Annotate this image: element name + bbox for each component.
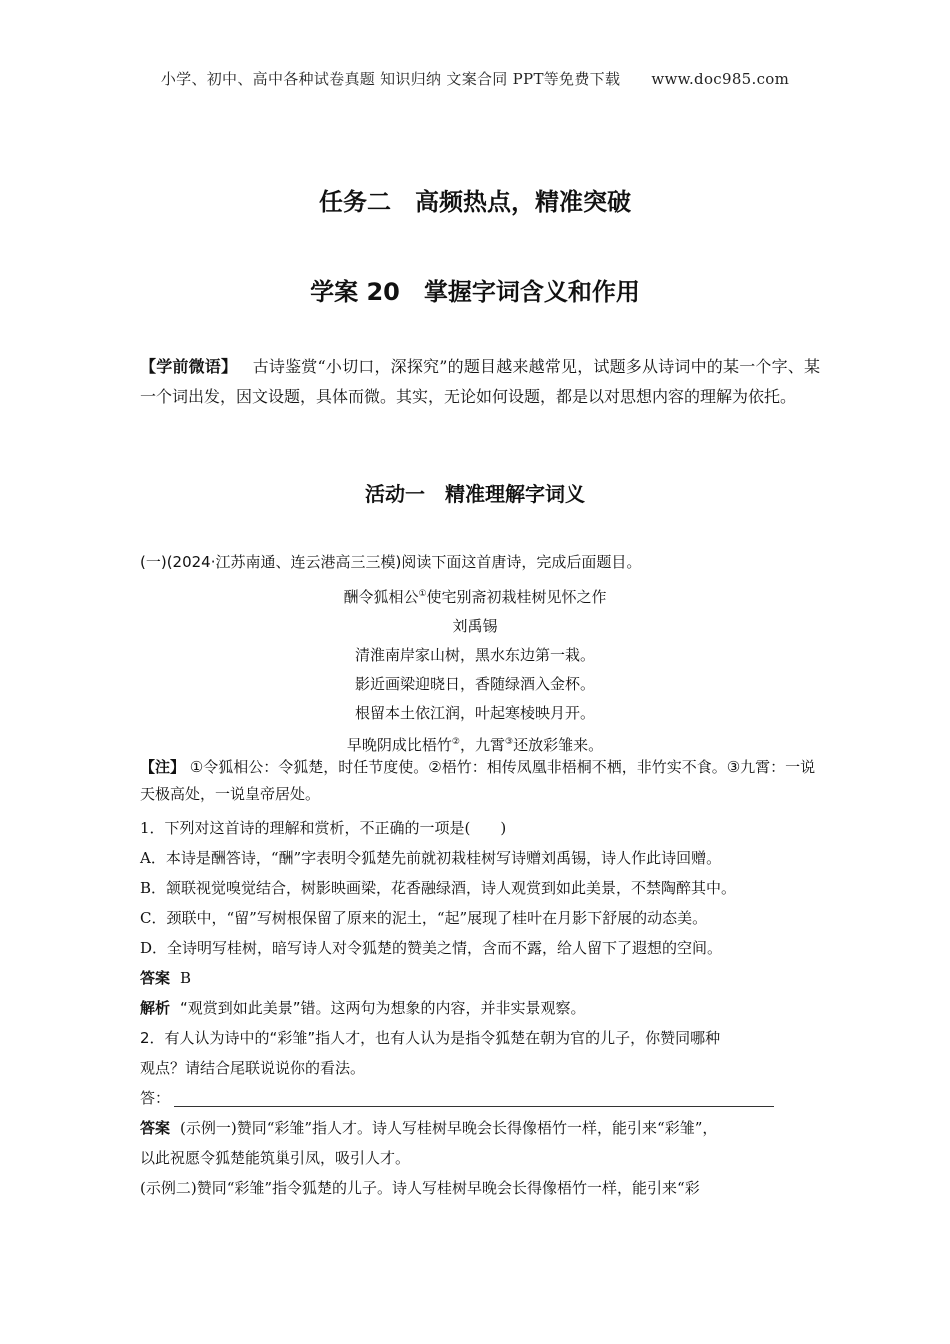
- question-2-example-1-line1: 答案 (示例一)赞同“彩雏”指人才。诗人写桂树早晚会长得像梧竹一样，能引来“彩雏”，: [140, 1119, 718, 1137]
- question-1-stem: 1．下列对这首诗的理解和赏析，不正确的一项是( ): [140, 819, 507, 837]
- question-2-stem-line1: 2．有人认为诗中的“彩雏”指人才，也有人认为是指令狐楚在朝为官的儿子，你赞同哪种: [140, 1029, 721, 1047]
- footnote-ref: ①: [418, 589, 427, 599]
- option-d: D．全诗明写桂树，暗写诗人对令狐楚的赞美之情，含而不露，给人留下了遐想的空间。: [140, 939, 723, 957]
- poem-title: 酬令狐相公①使宅别斋初栽桂树见怀之作: [343, 588, 607, 606]
- intro-lead: 【学前微语】: [140, 357, 238, 376]
- answer-blank-line[interactable]: [174, 1092, 774, 1107]
- answer-prompt: 答：: [140, 1089, 171, 1107]
- intro-paragraph: [140, 352, 820, 412]
- question-2-example-2-line1: (示例二)赞同“彩雏”指令狐楚的儿子。诗人写桂树早晚会长得像梧竹一样，能引来“彩: [140, 1179, 700, 1197]
- notes-text: ①令狐相公：令狐楚，时任节度使。②梧竹：相传凤凰非梧桐不栖，非竹实不食。③九霄：一说天极高处，一说皇帝居处。: [140, 758, 816, 803]
- poem-author: 刘禹锡: [452, 617, 498, 635]
- poem-line: 清淮南岸家山树，黑水东边第一栽。: [354, 646, 595, 664]
- option-c: C．颈联中，“留”写树根保留了原来的泥土，“起”展现了桂叶在月影下舒展的动态美。: [140, 909, 708, 927]
- notes-label: 【注】: [140, 758, 186, 776]
- question-1-answer: [140, 963, 820, 993]
- answer-label: 答案: [140, 969, 171, 987]
- poem-notes: [140, 754, 820, 808]
- questions-section: [140, 813, 820, 1203]
- section-heading: (一)(2024·江苏南通、连云港高三三模)阅读下面这首唐诗，完成后面题目。: [140, 553, 642, 571]
- poem-line: 根留本土依江润，叶起寒棱映月开。: [354, 704, 595, 722]
- answer-value: B: [180, 969, 192, 987]
- option-a: A．本诗是酬答诗，“酬”字表明令狐楚先前就初栽桂树写诗赠刘禹锡，诗人作此诗回赠。: [140, 849, 722, 867]
- question-1-analysis: [140, 993, 820, 1023]
- option-b: B．颔联视觉嗅觉结合，树影映画梁，花香融绿酒，诗人观赏到如此美景，不禁陶醉其中。: [140, 879, 737, 897]
- answer-label: 答案: [140, 1119, 171, 1137]
- footnote-ref: ③: [505, 737, 514, 747]
- activity-title: 活动一 精准理解字词义: [365, 482, 585, 506]
- poem-line: 早晚阴成比梧竹②，九霄③还放彩雏来。: [346, 736, 604, 754]
- question-2-stem-line2: 观点？请结合尾联说说你的看法。: [140, 1059, 366, 1077]
- page-header: [0, 68, 950, 89]
- poem-line: 影近画梁迎晓日，香随绿酒入金杯。: [354, 675, 595, 693]
- analysis-text: “观赏到如此美景”错。这两句为想象的内容，并非实景观察。: [180, 999, 586, 1017]
- header-site-link[interactable]: www.doc985.com: [651, 70, 790, 88]
- intro-text: 古诗鉴赏“小切口，深探究”的题目越来越常见，试题多从诗词中的某一个字、某一个词出发，因文设题，具体而微。其实，无论如何设题，都是以对思想内容的理解为依托。: [140, 357, 820, 406]
- header-text: 小学、初中、高中各种试卷真题 知识归纳 文案合同 PPT等免费下载: [160, 70, 621, 88]
- lesson-title: 学案 20 掌握字词含义和作用: [310, 278, 640, 306]
- question-2-example-1-line2: 以此祝愿令狐楚能筑巢引凤，吸引人才。: [140, 1149, 411, 1167]
- poem-block: [0, 580, 950, 760]
- question-2-answer-prompt: [140, 1083, 820, 1113]
- footnote-ref: ②: [451, 737, 460, 747]
- task-title: 任务二 高频热点，精准突破: [319, 188, 631, 216]
- analysis-label: 解析: [140, 999, 171, 1017]
